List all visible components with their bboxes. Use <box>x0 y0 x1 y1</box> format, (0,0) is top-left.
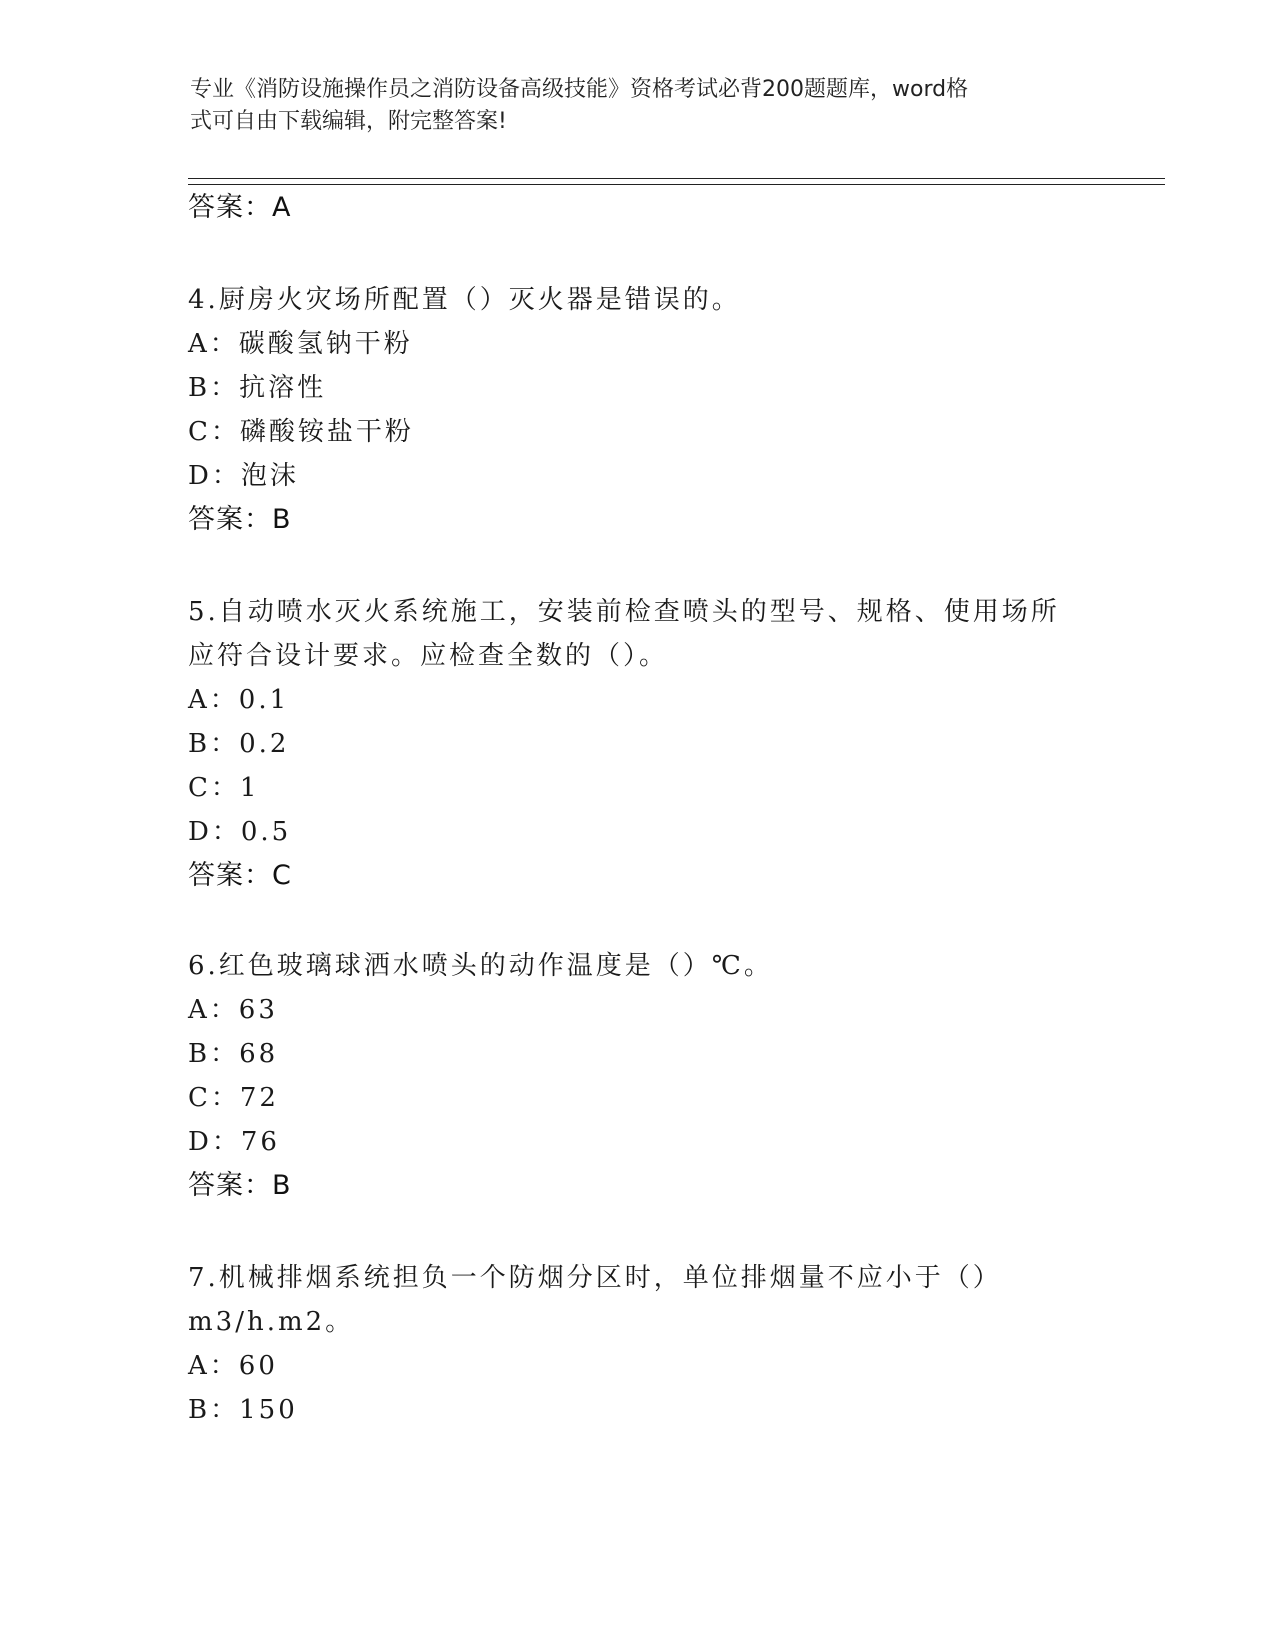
header-line-2: 式可自由下载编辑，附完整答案! <box>190 109 507 134</box>
answer-line: 答案：B <box>188 1170 292 1201</box>
answer-line: 答案：C <box>188 860 292 891</box>
option-b: B：0.2 <box>188 729 290 759</box>
question-stem: 5.自动喷水灭火系统施工，安装前检查喷头的型号、规格、使用场所 <box>188 597 1060 627</box>
option-d: D：0.5 <box>188 817 292 847</box>
option-c: C：72 <box>188 1083 279 1113</box>
header-divider-bottom <box>188 184 1165 185</box>
option-b: B：150 <box>188 1395 298 1425</box>
answer-line: 答案：B <box>188 504 292 535</box>
question-stem-continued: m3/h.m2。 <box>188 1307 355 1337</box>
header-divider-top <box>188 178 1165 179</box>
option-a: A：0.1 <box>188 685 290 715</box>
question-stem: 6.红色玻璃球洒水喷头的动作温度是（）℃。 <box>188 951 773 981</box>
option-c: C：磷酸铵盐干粉 <box>188 417 414 447</box>
answer-line: 答案：A <box>188 192 292 223</box>
document-header <box>190 74 1090 138</box>
question-stem: 7.机械排烟系统担负一个防烟分区时，单位排烟量不应小于（） <box>188 1263 1002 1293</box>
header-line-1: 专业《消防设施操作员之消防设备高级技能》资格考试必背200题题库，word格 <box>190 77 969 102</box>
option-a: A：63 <box>188 995 278 1025</box>
option-d: D：泡沫 <box>188 461 299 491</box>
option-b: B：抗溶性 <box>188 373 327 403</box>
question-stem: 4.厨房火灾场所配置（）灭火器是错误的。 <box>188 285 741 315</box>
option-a: A：60 <box>188 1351 278 1381</box>
option-c: C：1 <box>188 773 260 803</box>
question-stem-continued: 应符合设计要求。应检查全数的（）。 <box>188 641 669 671</box>
option-b: B：68 <box>188 1039 279 1069</box>
option-a: A：碳酸氢钠干粉 <box>188 329 413 359</box>
option-d: D：76 <box>188 1127 280 1157</box>
